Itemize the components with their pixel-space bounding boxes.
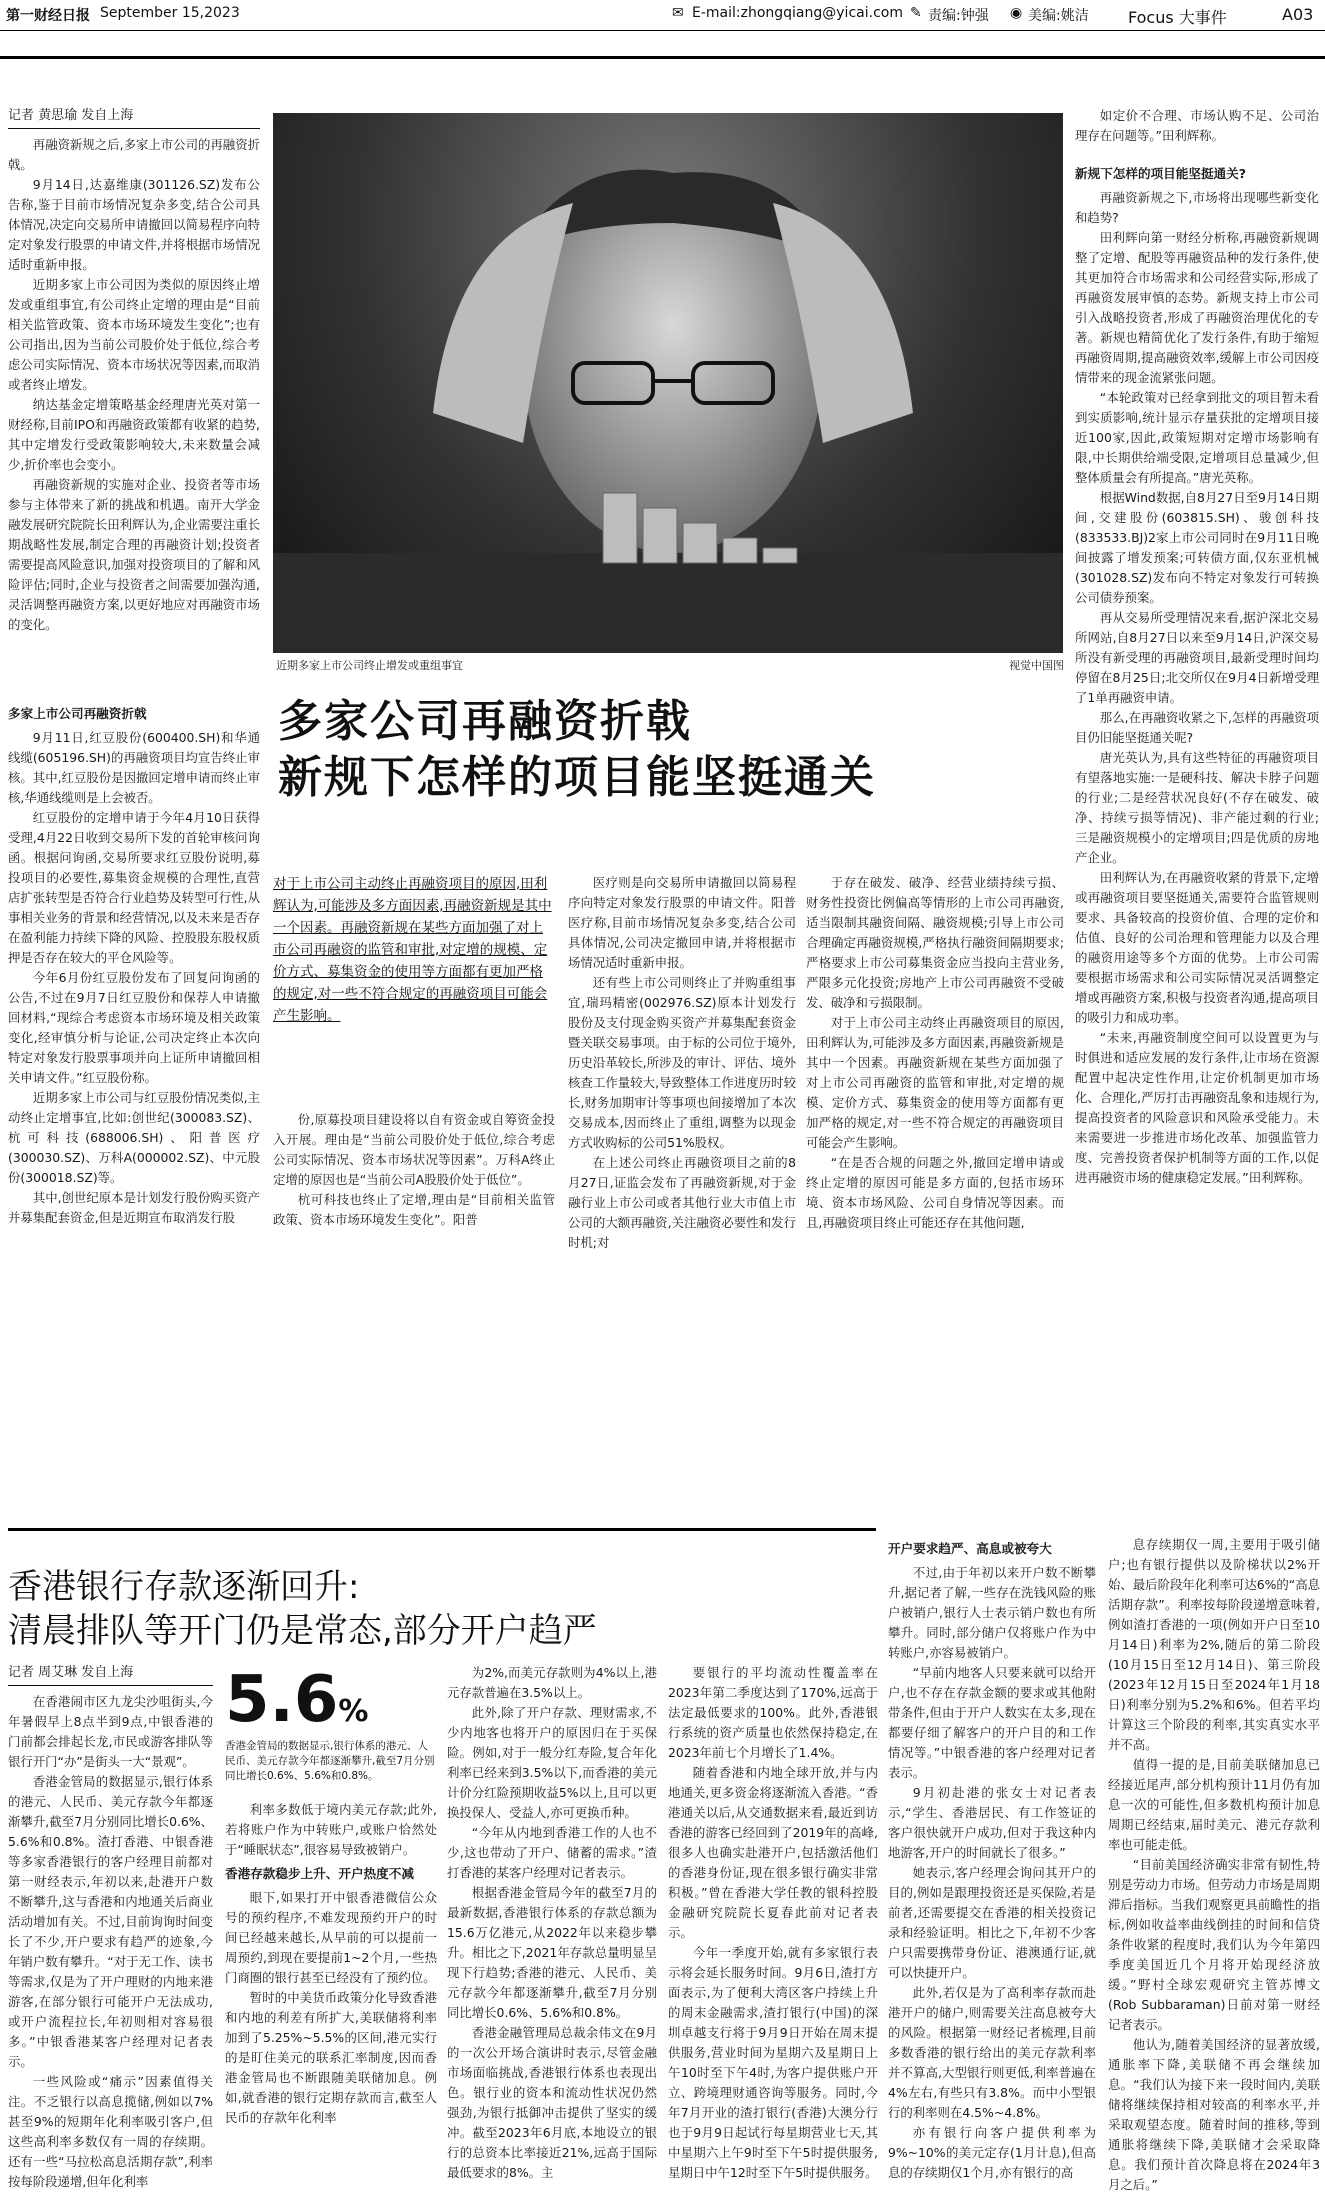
pencil-icon: ✎	[910, 5, 922, 21]
paragraph: 一些风险或“痛示”因素值得关注。不乏银行以高息揽储,例如以7%甚至9%的短期年化利率吸引客户,但这些高利率多数仅有一周的存续期。还有一些“马拉松高息活期存款”,利率按每阶段递增,但年化利率	[8, 2074, 213, 2189]
paragraph: 在香港闹市区九龙尖沙咀街头,今年暑假早上8点半到9点,中银香港的门前都会排起长龙,市民或游客排队等银行开门“办”是街头一大“景观”。	[8, 1694, 213, 1769]
paragraph: 对于上市公司主动终止再融资项目的原因,田利辉认为,可能涉及多方面因素,再融资新规是其中一个因素。再融资新规在某些方面加强了对上市公司再融资的监管和审批,对定增的规模、定价方式、募集资金的使用等方面都有更加严格的规定,对一些不符合规定的再融资项目可能会产生影响。	[806, 1015, 1064, 1150]
headline-line-2: 清晨排队等开门仍是常态,部分开户趋严	[8, 1611, 597, 1651]
designer-name: 美编:姚洁	[1028, 8, 1089, 24]
paragraph: 值得一提的是,目前美联储加息已经接近尾声,部分机构预计11月仍有加息一次的可能性,但多数机构预计加息周期已经结束,届时美元、港元存款利率也可能走低。	[1108, 1757, 1320, 1852]
worried-man-illustration	[273, 113, 1063, 653]
photo-caption: 近期多家上市公司终止增发或重组事宜	[276, 659, 463, 672]
photo-credit: 视觉中国图	[1009, 659, 1064, 672]
headline-line-1: 香港银行存款逐渐回升:	[8, 1567, 360, 1607]
paragraph: 再融资新规之下,市场将出现哪些新变化和趋势?	[1075, 190, 1319, 225]
paragraph: 此外,若仅是为了高利率存款而赴港开户的储户,则需要关注高息被夸大的风险。根据第一财经记者梳理,目前多数香港的银行给出的美元存款利率并不算高,大型银行则更低,利率普遍在4%左右,有些只有3.8%。而中小型银行的利率则在4.5%~4.8%。	[888, 1985, 1096, 2120]
issue-date: September 15,2023	[100, 5, 240, 21]
paragraph: 此外,除了开户存款、理财需求,不少内地客也将开户的原因归在于买保险。例如,对于一般分红寿险,复合年化利率已经来到3.5%以下,而香港的美元计价分红险预期收益5%以上,且可以更换投保人、受益人,亦可更换币种。	[447, 1705, 657, 1820]
paragraph: 他认为,随着美国经济的显著放缓,通胀率下降,美联储不再会继续加息。“我们认为接下来一段时间内,美联储将继续保持相对较高的利率水平,并采取观望态度。随着时间的推移,等到通胀将继续下降,美联储才会采取降息。我们预计首次降息将在2024年3月之后。”	[1108, 2037, 1320, 2192]
paragraph: 亦有银行向客户提供利率为9%~10%的美元定存(1月计息),但高息的存续期仅1个月,亦有银行的高	[888, 2125, 1096, 2180]
editor-email[interactable]: E-mail:zhongqiang@yicai.com	[692, 5, 903, 21]
article1-column-1	[8, 106, 260, 686]
pull-quote: 对于上市公司主动终止再融资项目的原因,田利辉认为,可能涉及多方面因素,再融资新规是其中一个因素。再融资新规在某些方面加强了对上市公司再融资的监管和审批,对定增的规模、定价方式、募集资金的使用等方面都有更加严格的规定,对一些不符合规定的再融资项目可能会产生影响。	[273, 876, 552, 1024]
paragraph: 份,原募投项目建设将以自有资金或自筹资金投入开展。理由是“当前公司股价处于低位,综合考虑公司实际情况、资本市场状况等因素”。万科A终止定增的原因也是“当前公司A股股价处于低位”。	[273, 1112, 555, 1187]
section-name: Focus 大事件	[1128, 8, 1227, 27]
paragraph: “目前美国经济确实非常有韧性,特别是劳动力市场。但劳动力市场是周期滞后指标。当我们观察更具前瞻性的指标,例如收益率曲线倒挂的时间和信贷条件收紧的程度时,我们认为今年第四季度美国近几个月将开始现经济放缓。”野村全球宏观研究主管苏博文(Rob Subbaraman)日前对第一财经记者表示。	[1108, 1857, 1320, 2032]
headline-line-2: 新规下怎样的项目能坚挺通关	[278, 752, 876, 803]
article2-column-1	[8, 1663, 213, 2189]
paragraph: 在上述公司终止再融资项目之前的8月27日,证监会发布了再融资新规,对于金融行业上市公司或者其他行业大市值上市公司的大额再融资,关注融资必要性和发行时机;对	[568, 1155, 796, 1250]
paragraph: 还有些上市公司则终止了并购重组事宜,瑞玛精密(002976.SZ)原本计划发行股份及支付现金购买资产并募集配套资金暨关联交易事项。由于标的公司位于境外,历史沿革较长,所涉及的审计、评估、境外核查工作量较大,导致整体工作进度历时较长,财务加期审计等事项也间接增加了本次交易成本,因而终止了重组,调整为以现金方式收购标的公司51%股权。	[568, 975, 796, 1150]
paragraph: 田利辉认为,在再融资收紧的背景下,定增或再融资项目要坚挺通关,需要符合监管规则要求、具备较高的投资价值、合理的定价和估值、良好的公司治理和管理能力以及合理的融资用途等多个方面的优势。上市公司需要根据市场需求和公司实际情况灵活调整定增或再融资方案,积极与投资者沟通,提高项目的吸引力和成功率。	[1075, 870, 1319, 1025]
paragraph: 田利辉向第一财经分析称,再融资新规调整了定增、配股等再融资品种的发行条件,使其更加符合市场需求和公司经营实际,形成了再融资发展审慎的态势。新规支持上市公司引入战略投资者,形成了再融资治理优化的专著。新规也精简优化了发行条件,有助于缩短再融资周期,提高融资效率,缓解上市公司因疫情带来的现金流紧张问题。	[1075, 230, 1319, 385]
paragraph: 为2%,而美元存款则为4%以上,港元存款普遍在3.5%以上。	[447, 1665, 657, 1700]
page-header	[0, 0, 1325, 31]
article2-byline: 记者 周艾琳 发自上海	[8, 1663, 213, 1686]
paragraph: 再从交易所受理情况来看,据沪深北交易所网站,自8月27日以来至9月14日,沪深交易所没有新受理的再融资项目,最新受理时间均停留在8月25日;北交所仅在9月4日新增受理了1单再融资申请。	[1075, 610, 1319, 705]
paragraph: 香港金管局的数据显示,银行体系的港元、人民币、美元存款今年都逐渐攀升,截至7月分别同比增长0.6%、5.6%和0.8%。渣打香港、中银香港等多家香港银行的客户经理目前都对第一财经表示,年初以来,赴港开户数不断攀升,这与香港和内地通关后商业活动增加有关。不过,目前询询时间变长了不少,开户要求有趋严的迹象,今年销户数有攀升。“对于无工作、读书等需求,仅是为了开户理财的内地来港游客,在部分银行可能开户无法成功,或开户流程拉长,年初则相对容易很多。”中银香港某客户经理对记者表示。	[8, 1774, 213, 2069]
paragraph: “未来,再融资制度空间可以设置更为与时俱进和适应发展的发行条件,让市场在资源配置中起决定性作用,让定价机制更加市场化、合理化,严厉打击再融资乱象和违规行为,提高投资者的风险意识和风险承受能力。未来需要进一步推进市场化改革、加强监管力度、完善投资者保护机制等方面的工作,以促进再融资市场的健康稳定发展。”田利辉称。	[1075, 1030, 1319, 1185]
mail-icon: ✉	[672, 5, 684, 21]
paragraph: 9月14日,达嘉维康(301126.SZ)发布公告称,鉴于目前市场情况复杂多变,结合公司具体情况,决定向交易所申请撤回以简易程序向特定对象发行股票的申请文件,并将根据市场情况适时重新申报。	[8, 177, 260, 272]
paragraph: 近期多家上市公司因为类似的原因终止增发或重组事宜,有公司终止定增的理由是“目前相关监管政策、资本市场环境发生变化”;也有公司指出,因为当前公司股价处于低位,综合考虑公司实际情况、资本市场状况等因素,而取消或者终止增发。	[8, 277, 260, 392]
paragraph: 那么,在再融资收紧之下,怎样的再融资项目仍旧能坚挺通关呢?	[1075, 710, 1319, 745]
article2-column-2	[225, 1800, 437, 2125]
paragraph: 再融资新规之后,多家上市公司的再融资折戟。	[8, 137, 260, 172]
article1-headline	[278, 694, 1058, 806]
key-figure-value: 5.6	[225, 1663, 339, 1737]
article2-column-4	[668, 1663, 878, 2180]
headline-line-1: 多家公司再融资折戟	[278, 696, 692, 747]
article1-column-4	[806, 873, 1064, 1493]
paragraph: 随着香港和内地全球开放,并与内地通关,更多资金将逐渐流入香港。“香港通关以后,从交通数据来看,最近到访香港的游客已经回到了2019年的高峰,很多人也确实赴港开户,包括激活他们的香港身份证,现在很多银行确实非常积极。”曾在香港大学任教的银科控股金融研究院院长夏春此前对记者表示。	[668, 1765, 878, 1940]
article1-column-2	[273, 1110, 555, 1495]
paragraph: “早前内地客人只要来就可以给开户,也不存在存款金额的要求或其他附带条件,但由于开户人数实在太多,现在都要仔细了解客户的开户目的和工作情况等。”中银香港的客户经理对记者表示。	[888, 1665, 1096, 1780]
paragraph: 唐光英认为,具有这些特征的再融资项目有望落地实施:一是硬科技、解决卡脖子问题的行业;二是经营状况良好(不存在破发、破净、持续亏损等情况)、非产能过剩的行业;三是融资规模小的定增项目;四是优质的房地产企业。	[1075, 750, 1319, 865]
paragraph: “本轮政策对已经拿到批文的项目暂未看到实质影响,统计显示存量获批的定增项目接近100家,因此,政策短期对定增市场影响有限,中长期供给端受限,定增项目总量减少,但整体质量会有所提高。”唐光英称。	[1075, 390, 1319, 485]
paragraph: “今年从内地到香港工作的人也不少,这也带动了开户、储蓄的需求。”渣打香港的某客户经理对记者表示。	[447, 1825, 657, 1880]
editor-name: 责编:钟强	[928, 8, 989, 24]
paragraph: 根据香港金管局今年的截至7月的最新数据,香港银行体系的存款总额为15.6万亿港元,从2022年以来稳步攀升。相比之下,2021年存款总量明显呈现下行趋势;香港的港元、人民币、美元存款今年都逐渐攀升,截至7月分别同比增长0.6%、5.6%和0.8%。	[447, 1885, 657, 2020]
paragraph: 不过,由于年初以来开户数不断攀升,据记者了解,一些存在洗钱风险的账户被销户,银行人士表示销户数也有所攀升。同时,部分储户仅将账户作为中转账户,亦容易被销户。	[888, 1565, 1096, 1660]
paragraph: 医疗则是向交易所申请撤回以简易程序向特定对象发行股票的申请文件。阳普医疗称,目前市场情况复杂多变,结合公司具体情况,公司决定撤回申请,并将根据市场情况适时重新申报。	[568, 875, 796, 970]
article2-column-3	[447, 1663, 657, 2180]
article2-column-5	[888, 1535, 1096, 2180]
paragraph: 其中,创世纪原本是计划发行股份购买资产并募集配套资金,但是近期宣布取消发行股	[8, 1190, 260, 1225]
subheading: 开户要求趋严、高息或被夸大	[888, 1541, 1052, 1556]
key-figure-unit: %	[338, 1694, 369, 1729]
page-number: A03	[1282, 5, 1314, 24]
subheading: 香港存款稳步上升、开户热度不减	[225, 1866, 414, 1881]
palette-icon: ◉	[1010, 5, 1023, 21]
article1-column-1b	[8, 700, 260, 1490]
paragraph: “在是否合规的问题之外,撤回定增申请或终止定增的原因可能是多方面的,包括市场环境、资本市场风险、公司自身情况等因素。而且,再融资项目终止可能还存在其他问题,	[806, 1155, 1064, 1230]
paragraph: 眼下,如果打开中银香港微信公众号的预约程序,不难发现预约开户的时间已经越来越长,从早前的可以提前一周预约,到现在要提前1~2个月,一些热门商圈的银行甚至已经没有了预约位。	[225, 1890, 437, 1985]
paragraph: 再融资新规的实施对企业、投资者等市场参与主体带来了新的挑战和机遇。南开大学金融发展研究院院长田利辉认为,企业需要注重长期战略性发展,制定合理的再融资计划;投资者需要提高风险意识,加强对投资项目的了解和风险评估;同时,企业与投资者之间需要加强沟通,灵活调整再融资方案,以更好地应对再融资市场的变化。	[8, 477, 260, 632]
paragraph: 红豆股份的定增申请于今年4月10日获得受理,4月22日收到交易所下发的首轮审核问询函。根据问询函,交易所要求红豆股份说明,募投项目的必要性,募集资金规模的合理性,直营店扩张转型是否符合行业趋势及转型可行性,从事相关业务的背景和经营情况,以及未来是否存在盈利能力持续下降的风险、控股股东股权质押是否存在较大的平仓风险等。	[8, 810, 260, 965]
paragraph: 如定价不合理、市场认购不足、公司治理存在问题等。”田利辉称。	[1075, 108, 1319, 143]
paragraph: 根据Wind数据,自8月27日至9月14日期间,交建股份(603815.SH)、骏创科技(833533.BJ)2家上市公司同时在9月11日晚间披露了增发预案;可转债方面,仅东亚机械(301028.SZ)发布向不特定对象发行可转换公司债券预案。	[1075, 490, 1319, 605]
key-figure-box	[225, 1665, 437, 1785]
paragraph: 9月初赴港的张女士对记者表示,“学生、香港居民、有工作签证的客户很快就开户成功,但对于我这种内地游客,开户的时间就长了很多。”	[888, 1785, 1096, 1860]
article-divider	[8, 1528, 876, 1531]
paragraph: 9月11日,红豆股份(600400.SH)和华通线缆(605196.SH)的再融资项目均宣告终止审核。其中,红豆股份是因撤回定增申请而终止审核,华通线缆则是上会被否。	[8, 730, 260, 805]
paragraph: 暂时的中美货币政策分化导致香港和内地的利差有所扩大,美联储将利率加到了5.25%~5.5%的区间,港元实行的是盯住美元的联系汇率制度,因而香港金管局也不断跟随美联储加息。例如,就香港的银行定期存款而言,截至人民币的存款年化利率	[225, 1990, 437, 2125]
paragraph: 息存续期仅一周,主要用于吸引储户;也有银行提供以及阶梯状以2%开始、最后阶段年化利率可达6%的“高息活期存款”。利率按每阶段递增意味着,例如渣打香港的一项(例如开户日至10月14日)利率为2%,随后的第二阶段(10月15日至12月14日)、第三阶段(2023年12月15日至2024年1月18日)利率分别为5.2%和6%。但若平均计算这三个阶段的利率,其实真实水平并不高。	[1108, 1537, 1320, 1752]
paragraph: 纳达基金定增策略基金经理唐光英对第一财经称,目前IPO和再融资政策都有收紧的趋势,其中定增发行受政策影响较大,未来数量会减少,折价率也会变小。	[8, 397, 260, 472]
paragraph: 于存在破发、破净、经营业绩持续亏损、财务性投资比例偏高等情形的上市公司再融资,适当限制其融资间隔、融资规模;引导上市公司合理确定再融资规模,严格执行融资间隔期要求;严格要求上市公司募集资金应当投向主营业务,严限多元化投资;房地产上市公司再融资不受破发、破净和亏损限制。	[806, 875, 1064, 1010]
paragraph: 近期多家上市公司与红豆股份情况类似,主动终止定增事宜,比如:创世纪(300083.SZ)、杭可科技(688006.SH)、阳普医疗(300030.SZ)、万科A(000002.SZ)、中元股份(300018.SZ)等。	[8, 1090, 260, 1185]
subheading: 多家上市公司再融资折戟	[8, 706, 147, 721]
article1-column-5	[1075, 106, 1319, 1494]
paragraph: 利率多数低于境内美元存款;此外,若将账户作为中转账户,或账户恰然处于“睡眠状态”,很容易导致被销户。	[225, 1802, 437, 1857]
paragraph: 杭可科技也终止了定增,理由是“目前相关监管政策、资本市场环境发生变化”。阳普	[273, 1192, 555, 1227]
paragraph: 她表示,客户经理会询问其开户的目的,例如是跟理投资还是买保险,若是前者,还需要提交在香港的相关投资记录和经验证明。相比之下,年初不少客户只需要携带身份证、港澳通行证,就可以快捷开户。	[888, 1865, 1096, 1980]
header-rule	[0, 56, 1325, 59]
paragraph: 要银行的平均流动性覆盖率在2023年第二季度达到了170%,远高于法定最低要求的100%。此外,香港银行系统的资产质量也依然保持稳定,在2023年前七个月增长了1.4%。	[668, 1665, 878, 1760]
news-photo	[273, 113, 1063, 653]
article1-column-3	[568, 873, 796, 1493]
paragraph: 今年一季度开始,就有多家银行表示将会延长服务时间。9月6日,渣打方面表示,为了便利大湾区客户持续上升的周末金融需求,渣打银行(中国)的深圳卓越支行将于9月9日开始在周末提供服务,营业时间为星期六及星期日上午10时至下午4时,为客户提供账户开立、跨境理财通咨询等服务。同时,今年7月开业的渣打银行(香港)大澳分行也于9月9日起试行每星期营业七天,其中星期六上午9时至下午5时提供服务,星期日中午12时至下午5时提供服务。	[668, 1945, 878, 2180]
article2-column-6	[1108, 1535, 1320, 2192]
article1-byline: 记者 黄思瑜 发自上海	[8, 106, 260, 129]
paragraph: 今年6月份红豆股份发布了回复问询函的公告,不过在9月7日红豆股份和保荐人申请撤回材料,“现综合考虑资本市场环境及相关政策变化,经审慎分析与论证,公司决定终止本次向特定对象发行股票事项并向上证所申请撤回相关申请文件。”红豆股份称。	[8, 970, 260, 1085]
subheading: 新规下怎样的项目能坚挺通关?	[1075, 166, 1247, 181]
key-figure-caption: 香港金管局的数据显示,银行体系的港元、人民币、美元存款今年都逐渐攀升,截至7月分别同比增长0.6%、5.6%和0.8%。	[225, 1740, 435, 1782]
paragraph: 香港金融管理局总裁余伟文在9月的一次公开场合演讲时表示,尽管金融市场面临挑战,香港银行体系也表现出色。银行业的资本和流动性状况仍然强劲,为银行抵御冲击提供了坚实的缓冲。截至2023年6月底,本地设立的银行的总资本比率接近21%,远高于国际最低要求的8%。主	[447, 2025, 657, 2180]
article2-headline	[8, 1565, 878, 1653]
newspaper-name: 第一财经日报	[6, 8, 90, 24]
